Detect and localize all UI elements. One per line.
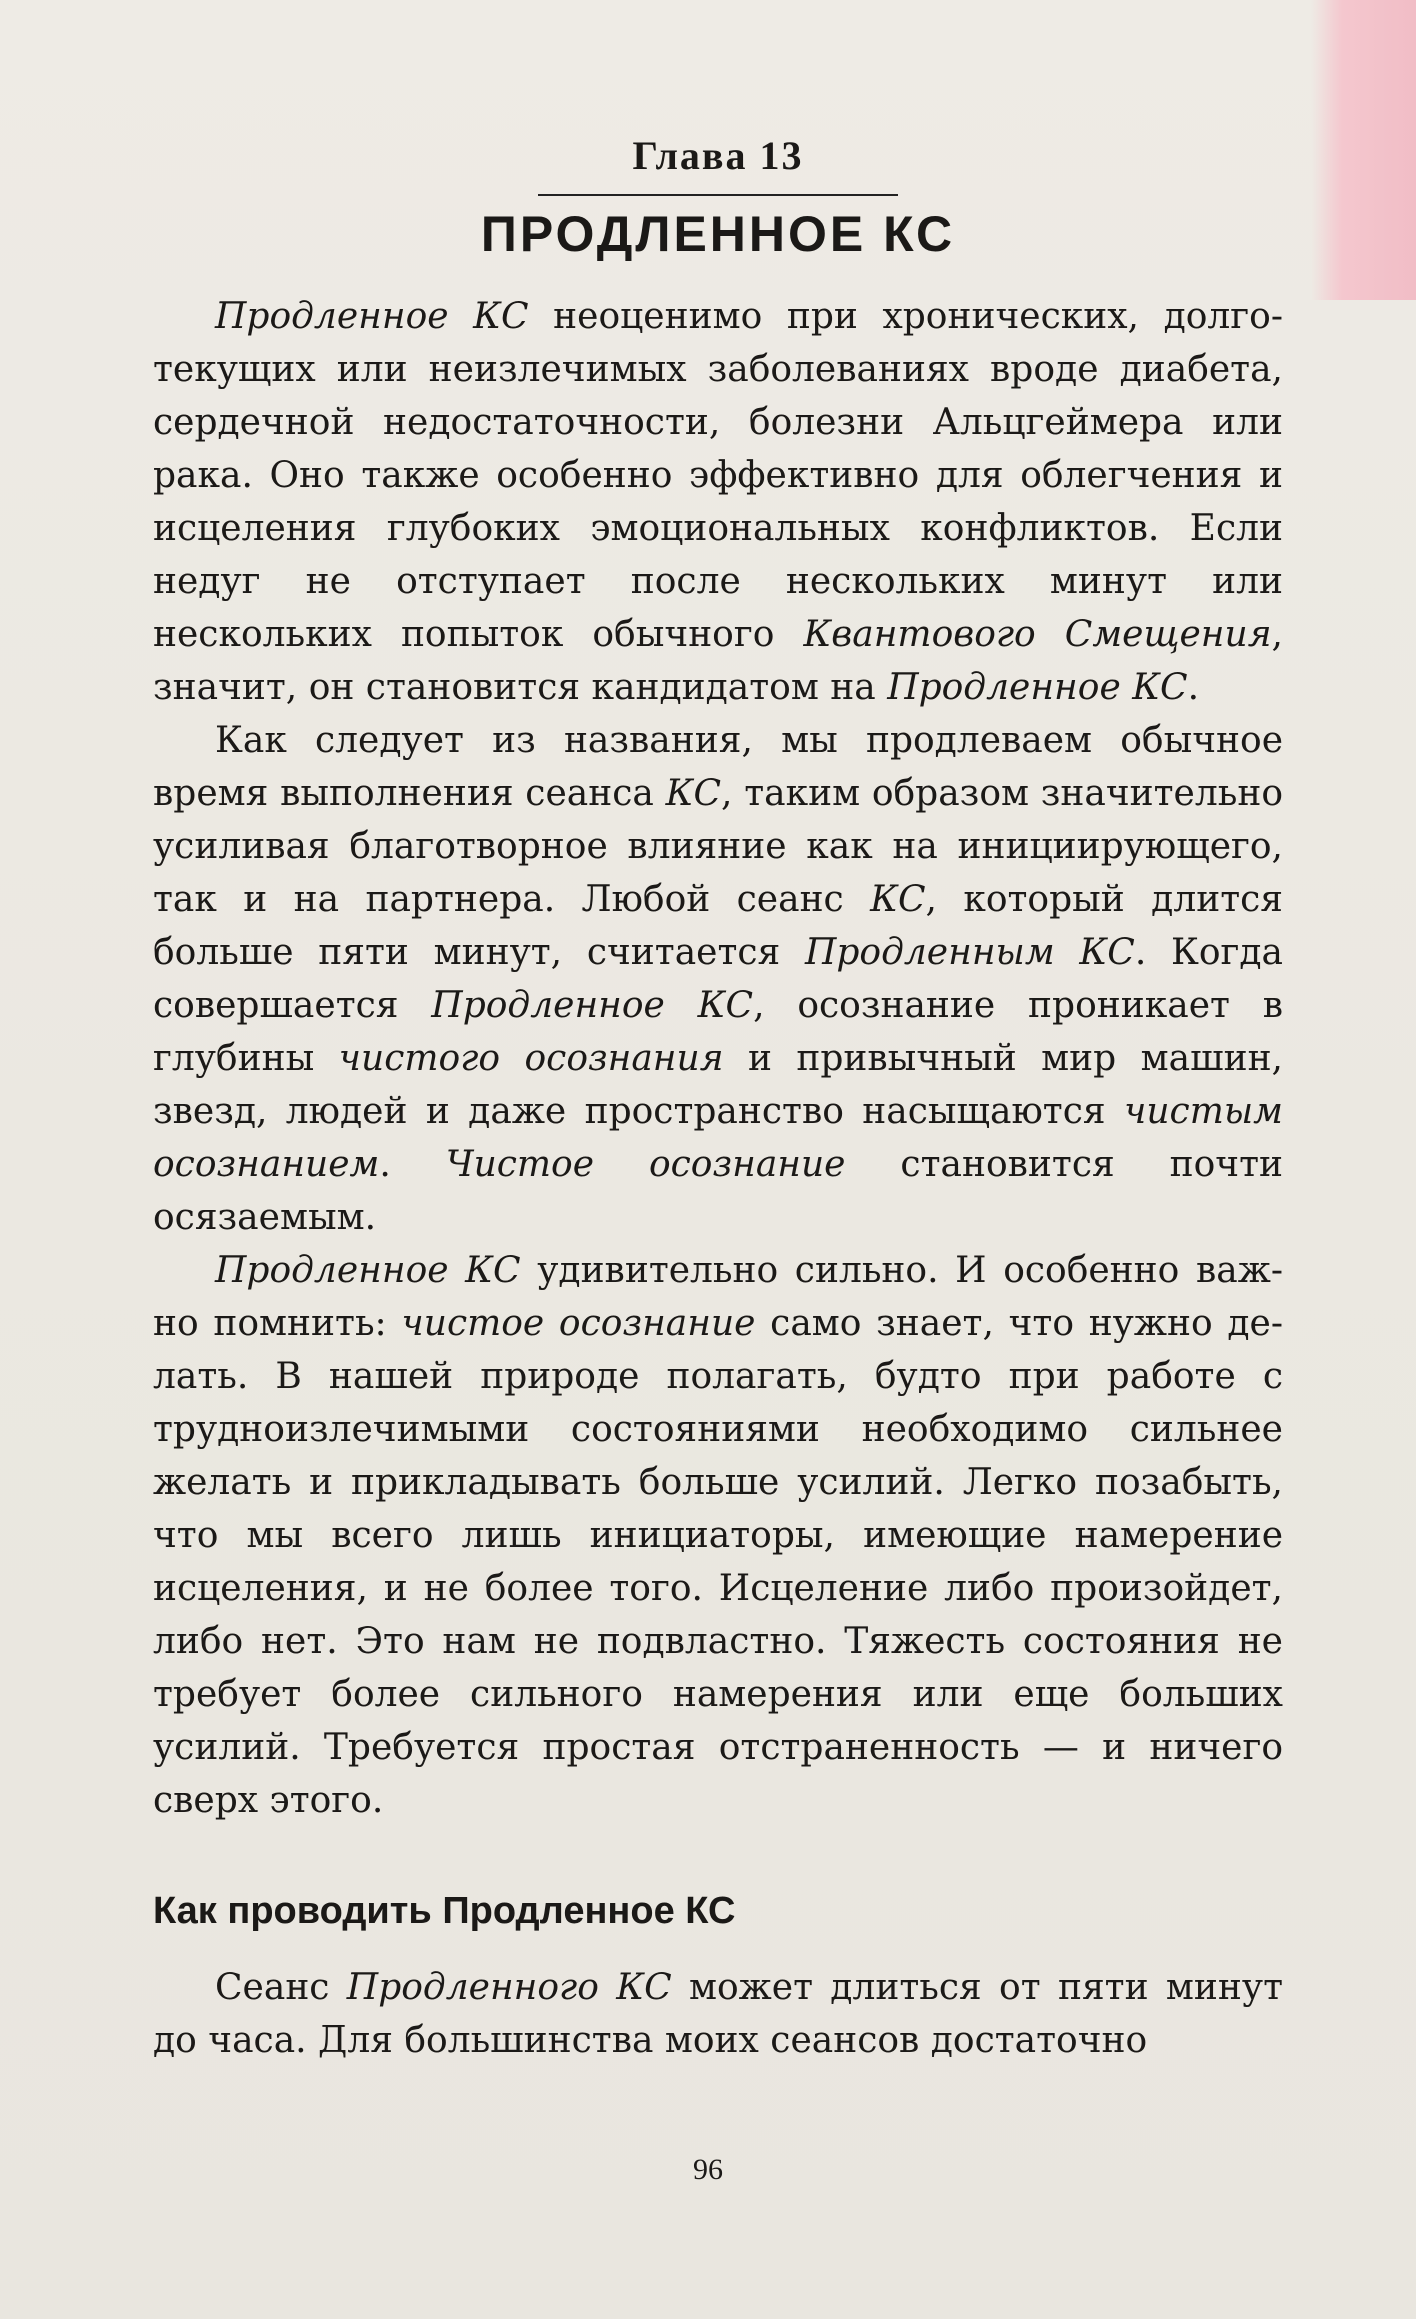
section-paragraph	[153, 1961, 1283, 2067]
chapter-rule	[538, 194, 898, 196]
italic-text: Продленное КС	[431, 985, 754, 1026]
paragraph-2	[153, 714, 1283, 1244]
page-number: 96	[693, 2153, 723, 2186]
italic-text: Продленного КС	[346, 1967, 672, 2008]
text-run: само знает, что нужно делать. В нашей природе полагать, будто при работе с трудноизлечимыми состояниями необходимо сильнее желать и прикладывать больше усилий. Легко позабыть, что мы всего лишь инициаторы, имеющие намерение исцеления, и не более того. Исцеление либо произойдет, либо нет. Это нам не подвластно. Тяжесть состояния не требует более сильного намерения или еще больших усилий. Требуется простая отстраненность — и ничего сверх этого.	[153, 1303, 1283, 1821]
text-run: удивительно сильно. И особенно важно помнить:	[153, 1250, 1283, 1344]
italic-text: чистое осознание	[401, 1303, 756, 1344]
italic-text: Продленное КС	[887, 667, 1188, 708]
text-run: , который длится больше пяти минут, считается	[153, 879, 1283, 973]
paragraph-1	[153, 290, 1283, 714]
italic-text: чистого осознания	[338, 1038, 724, 1079]
text-run: Как следует из названия, мы продлеваем обычное время выполнения сеанса	[153, 720, 1283, 814]
text-run: . Когда совершается	[153, 932, 1283, 1026]
text-run: может длиться от пяти минут до часа. Для большинства моих сеансов достаточно	[153, 1967, 1283, 2061]
text-run: .	[379, 1144, 446, 1185]
italic-text: чистым осознанием	[153, 1091, 1283, 1185]
italic-text: Чистое осознание	[445, 1144, 846, 1185]
italic-text: КС	[665, 773, 721, 814]
italic-text: КС	[870, 879, 926, 920]
text-run: , осознание проникает в глубины	[153, 985, 1283, 1079]
text-run: .	[1187, 667, 1200, 708]
italic-text: Продленное КС	[215, 296, 529, 337]
pink-tab-mark	[1311, 0, 1416, 300]
italic-text: Продленное КС	[215, 1250, 521, 1291]
text-run: Сеанс	[215, 1967, 347, 2008]
italic-text: Квантового Смещения	[803, 614, 1272, 655]
section-heading: Как проводить Продленное КС	[153, 1890, 736, 1932]
page-content	[153, 128, 1283, 2067]
italic-text: Продленным КС	[804, 932, 1135, 973]
text-run: неоценимо при хронических, долготекущих или неизлечимых заболеваниях вроде диабета, сердечной недостаточности, болезни Альцгеймера или рака. Оно также особенно эффективно для облегчения и исцеления глубоких эмоциональных конфликтов. Если недуг не отступает после нескольких минут или нескольких попыток обычного	[153, 296, 1283, 655]
paragraph-3	[153, 1244, 1283, 1827]
chapter-label: Глава 13	[632, 133, 804, 178]
text-run: , таким образом значительно усиливая благотворное влияние как на инициирующего, так и на партнера. Любой сеанс	[153, 773, 1283, 920]
text-run: и привычный мир машин, звезд, людей и даже пространство насыщаются	[153, 1038, 1284, 1132]
text-run: становится почти осязаемым.	[153, 1144, 1283, 1238]
text-run: , значит, он становится кандидатом на	[153, 614, 1283, 708]
chapter-title: ПРОДЛЕННОЕ КС	[480, 206, 956, 262]
